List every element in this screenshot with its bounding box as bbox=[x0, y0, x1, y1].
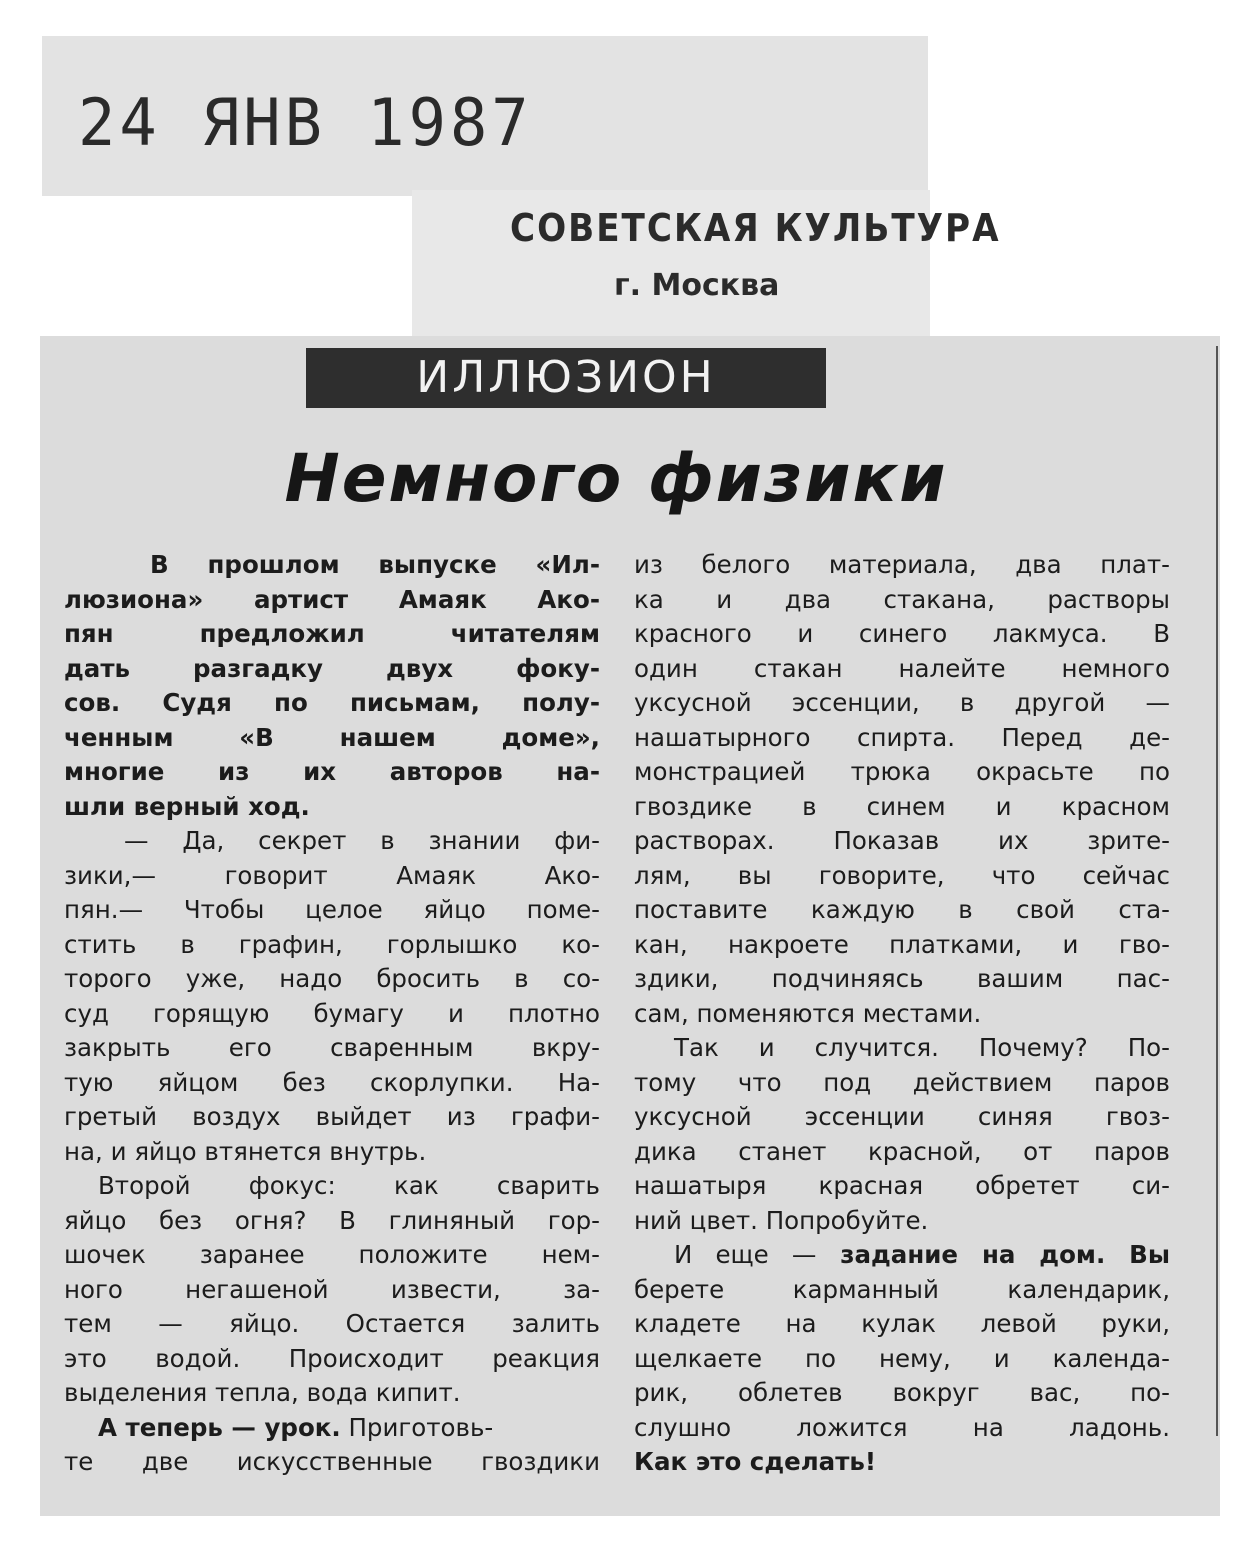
text-line: тому что под действием паров bbox=[634, 1067, 1170, 1097]
rubric-banner: ИЛЛЮЗИОН bbox=[306, 348, 826, 408]
text-line: тем — яйцо. Остается залить bbox=[64, 1309, 600, 1338]
text-line: — Да, секрет в знании фи- bbox=[124, 826, 600, 855]
text-line: нашатырного спирта. Перед де- bbox=[634, 722, 1170, 752]
text-line: красного и синего лакмуса. В bbox=[634, 619, 1170, 648]
text-line: многие из их авторов на- bbox=[64, 757, 600, 786]
text-line bbox=[64, 1411, 600, 1446]
date-stamp: 24 ЯНВ 1987 bbox=[78, 84, 533, 161]
text-line: выделения тепла, вода кипит. bbox=[64, 1378, 461, 1407]
text-line: нашатыря красная обретет си- bbox=[634, 1171, 1170, 1200]
text-line: лям, вы говорите, что сейчас bbox=[634, 860, 1170, 890]
text-line: Так и случится. Почему? По- bbox=[674, 1033, 1170, 1062]
text-line: поставите каждую в свой ста- bbox=[634, 895, 1170, 924]
text-line: суд горящую бумагу и плотно bbox=[64, 998, 600, 1028]
text-line: здики, подчиняясь вашим пас- bbox=[634, 964, 1170, 993]
text-line: кан, накроете платками, и гво- bbox=[634, 929, 1170, 959]
text-line: ного негашеной извести, за- bbox=[64, 1274, 600, 1304]
text-line: щелкаете по нему, и календа- bbox=[634, 1343, 1170, 1373]
text-line bbox=[634, 1238, 1170, 1273]
newspaper-name: СОВЕТСКАЯ КУЛЬТУРА bbox=[510, 206, 1001, 250]
newspaper-city: г. Москва bbox=[614, 268, 780, 303]
homework-intro: И еще — bbox=[674, 1240, 817, 1269]
text-line: кладете на кулак левой руки, bbox=[634, 1309, 1170, 1338]
text-line: те две искусственные гвоздики bbox=[64, 1447, 600, 1476]
text-line: шли верный ход. bbox=[64, 791, 310, 821]
text-line: пян предложил читателям bbox=[64, 619, 600, 648]
text-line: уксусной эссенции, в другой — bbox=[634, 688, 1170, 717]
text-line: ний цвет. Попробуйте. bbox=[634, 1205, 929, 1235]
text-line: ченным «В нашем доме», bbox=[64, 722, 600, 752]
text-line: закрыть его сваренным вкру- bbox=[64, 1033, 600, 1062]
text-line: это водой. Происходит реакция bbox=[64, 1343, 600, 1373]
article-title: Немного физики bbox=[284, 440, 948, 517]
text-line: сов. Судя по письмам, полу- bbox=[64, 688, 600, 717]
text-line: В прошлом выпуске «Ил- bbox=[150, 550, 600, 579]
text-line: ка и два стакана, растворы bbox=[634, 584, 1170, 614]
text-line: берете карманный календарик, bbox=[634, 1274, 1170, 1304]
text-line: уксусной эссенции синяя гвоз- bbox=[634, 1102, 1170, 1131]
lesson-lead: А теперь — урок. bbox=[98, 1412, 341, 1442]
text-line: слушно ложится на ладонь. bbox=[634, 1412, 1170, 1442]
text-line: из белого материала, два плат- bbox=[634, 550, 1170, 579]
text-line: Как это сделать! bbox=[634, 1447, 877, 1476]
text-line: Второй фокус: как сварить bbox=[98, 1171, 600, 1200]
text-line: дика станет красной, от паров bbox=[634, 1136, 1170, 1166]
homework-lead: задание на дом. bbox=[816, 1240, 1106, 1269]
text-line: пян.— Чтобы целое яйцо поме- bbox=[64, 895, 600, 924]
text-line: на, и яйцо втянется внутрь. bbox=[64, 1136, 427, 1166]
lesson-text: Приготовь- bbox=[340, 1412, 494, 1442]
text-line: гретый воздух выйдет из графи- bbox=[64, 1102, 600, 1131]
text-line: яйцо без огня? В глиняный гор- bbox=[64, 1205, 600, 1235]
text-line: монстрацией трюка окрасьте по bbox=[634, 757, 1170, 786]
text-line: сам, поменяются местами. bbox=[634, 998, 982, 1028]
article-right-column bbox=[634, 548, 1170, 1480]
text-line: один стакан налейте немного bbox=[634, 653, 1170, 683]
text-line: люзиона» артист Амаяк Ако- bbox=[64, 584, 600, 614]
homework-you: Вы bbox=[1105, 1240, 1170, 1269]
text-line: зики,— говорит Амаяк Ако- bbox=[64, 860, 600, 890]
text-line: шочек заранее положите нем- bbox=[64, 1240, 600, 1269]
text-line: стить в графин, горлышко ко- bbox=[64, 929, 600, 959]
text-line: дать разгадку двух фоку- bbox=[64, 653, 600, 683]
clipping-edge bbox=[1216, 346, 1218, 1436]
text-line: тую яйцом без скорлупки. На- bbox=[64, 1067, 600, 1097]
article-left-column bbox=[64, 548, 600, 1480]
text-line: растворах. Показав их зрите- bbox=[634, 826, 1170, 855]
text-line: торого уже, надо бросить в со- bbox=[64, 964, 600, 993]
text-line: рик, облетев вокруг вас, по- bbox=[634, 1378, 1170, 1407]
text-line: гвоздике в синем и красном bbox=[634, 791, 1170, 821]
